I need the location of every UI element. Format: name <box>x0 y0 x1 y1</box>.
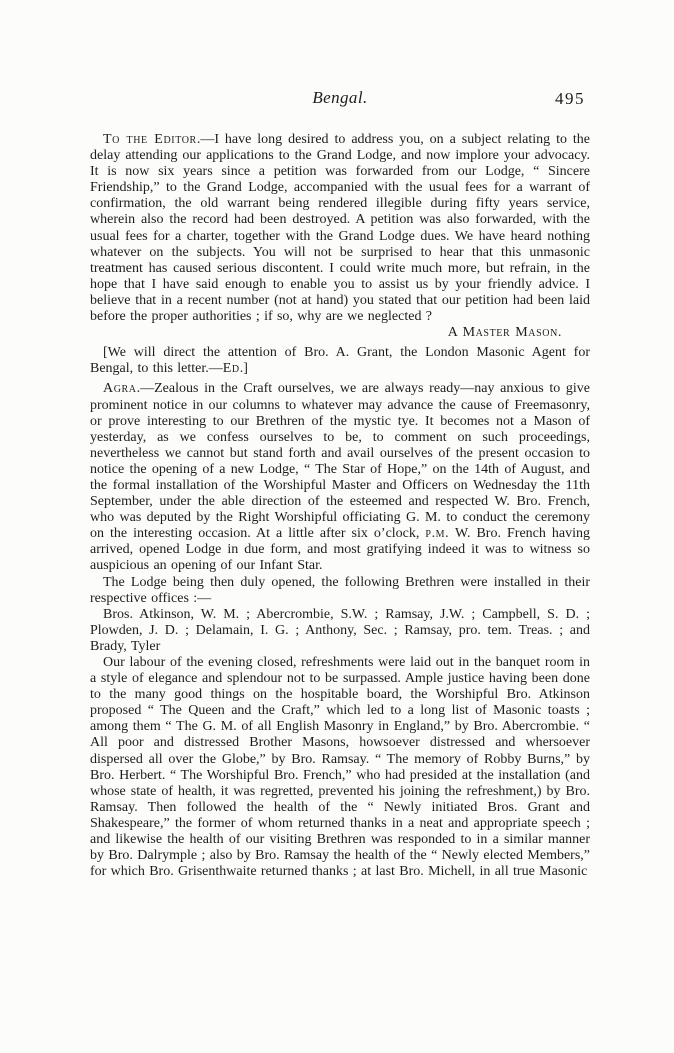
text-segment: .—I have long desired to address you, on a subject relating to the delay attending our applications to the Grand Lodge, and now implore your advocacy. It is now six years since a petition was forwarded from our Lodge, “ Sincere Friendship,” to the Grand Lodge, accompanied with the usual fees for a warrant of confirmation, the old warrant being rendered illegible during fifty years service, wherein also the record had been destroyed. A petition was also forwarded, with the usual fees for a charter, together with the Grand Lodge dues. We have heard nothing whatever on the subjects. You will not be surprised to hear that this unmasonic treatment has caused serious discontent. I could write much more, but refrain, in the hope that I have said enough to enable you to assist us by your friendly advice. I believe that in a recent number (not at hand) you stated that our petition had been laid before the proper authorities ; if so, why are we neglected ? <box>90 132 591 325</box>
text-segment: Our labour of the evening closed, refreshments were laid out in the banquet room in a style of elegance and splendour not to be surpassed. Ample justice having been done to the many good things on the hospitable board, the Worshipful Bro. Atkinson proposed “ The Queen and the Craft,” which led to a long list of Masonic toasts ; among them “ The G. M. of all English Masonry in England,” by Bro. Abercrombie. “ All poor and distressed Brother Masons, howsoever distressed and whersoever dispersed all over the Globe,” by Bro. Ramsay. “ The memory of Robby Burns,” by Bro. Herbert. “ The Worshipful Bro. French,” who had presided at the installation (and whose state of health, it was regretted, prevented his joining the refreshment,) by Bro. Ramsay. Then followed the health of the “ Newly initiated Bros. Grant and Shakespeare,” the former of whom returned thanks in a neat and appropriate speech ; and likewise the health of our visiting Brethren was responded to in a similar manner by Bro. Dalrymple ; also by Bro. Ramsay the health of the “ Newly elected Members,” for which Bro. Grisenthwaite returned thanks ; at last Bro. Michell, in all true Masonic <box>90 655 590 880</box>
text-segment: .] <box>239 361 248 377</box>
page-header <box>90 88 590 110</box>
smallcaps-text: p.m. <box>425 526 450 542</box>
letter-signature <box>90 325 590 341</box>
installation-note <box>90 575 590 607</box>
smallcaps-text: Ed <box>222 361 240 377</box>
text-block <box>90 88 590 880</box>
text-segment: .—Zealous in the Craft ourselves, we are always ready—nay anxious to give prominent notice in our columns to whatever may advance the cause of Freemasonry, or prove interesting to our Brethren of the mystic tye. It becomes not a Mason of yesterday, as we confess ourselves to be, to comment on such proceedings, nevertheless we cannot but stand forth and avail ourselves of the present occasion to notice the opening of a new Lodge, “ The Star of Hope,” on the 14th of August, and the formal installation of the Worshipful Master and Officers on Wednesday the 11th September, under the able direction of the esteemed and respected W. Bro. French, who was deputed by the Right Worshipful officiating G. M. to conduct the ceremony on the interesting occasion. At a little after six o’clock, <box>90 381 590 542</box>
officers-list <box>90 607 590 655</box>
text-segment: The Lodge being then duly opened, the following Brethren were installed in their respective offices :— <box>90 574 590 606</box>
smallcaps-text: To the Editor <box>103 132 197 147</box>
letter-to-editor <box>90 132 590 325</box>
page-number: 495 <box>555 89 585 108</box>
agra-report <box>90 381 590 574</box>
text-segment: [We will direct the attention of Bro. A. Grant, the London Masonic Agent for Bengal, to this letter.— <box>90 345 590 377</box>
smallcaps-text: A Master Mason. <box>447 325 562 341</box>
smallcaps-text: Agra <box>103 381 137 397</box>
text-segment: Bros. Atkinson, W. M. ; Abercrombie, S.W. ; Ramsay, J.W. ; Campbell, S. D. ; Plowden, J. D. ; Delamain, I. G. ; Anthony, Sec. ; Ramsay, pro. tem. Treas. ; and Brady, Tyler <box>90 606 590 654</box>
running-title: Bengal. <box>312 88 368 107</box>
article-body <box>90 132 590 880</box>
banquet-report <box>90 655 590 880</box>
editor-note <box>90 345 590 377</box>
text-segment: W. Bro. French having arrived, opened Lodge in due form, and most gratifying indeed it was to witness so auspicious an opening of our Infant Star. <box>90 526 590 574</box>
